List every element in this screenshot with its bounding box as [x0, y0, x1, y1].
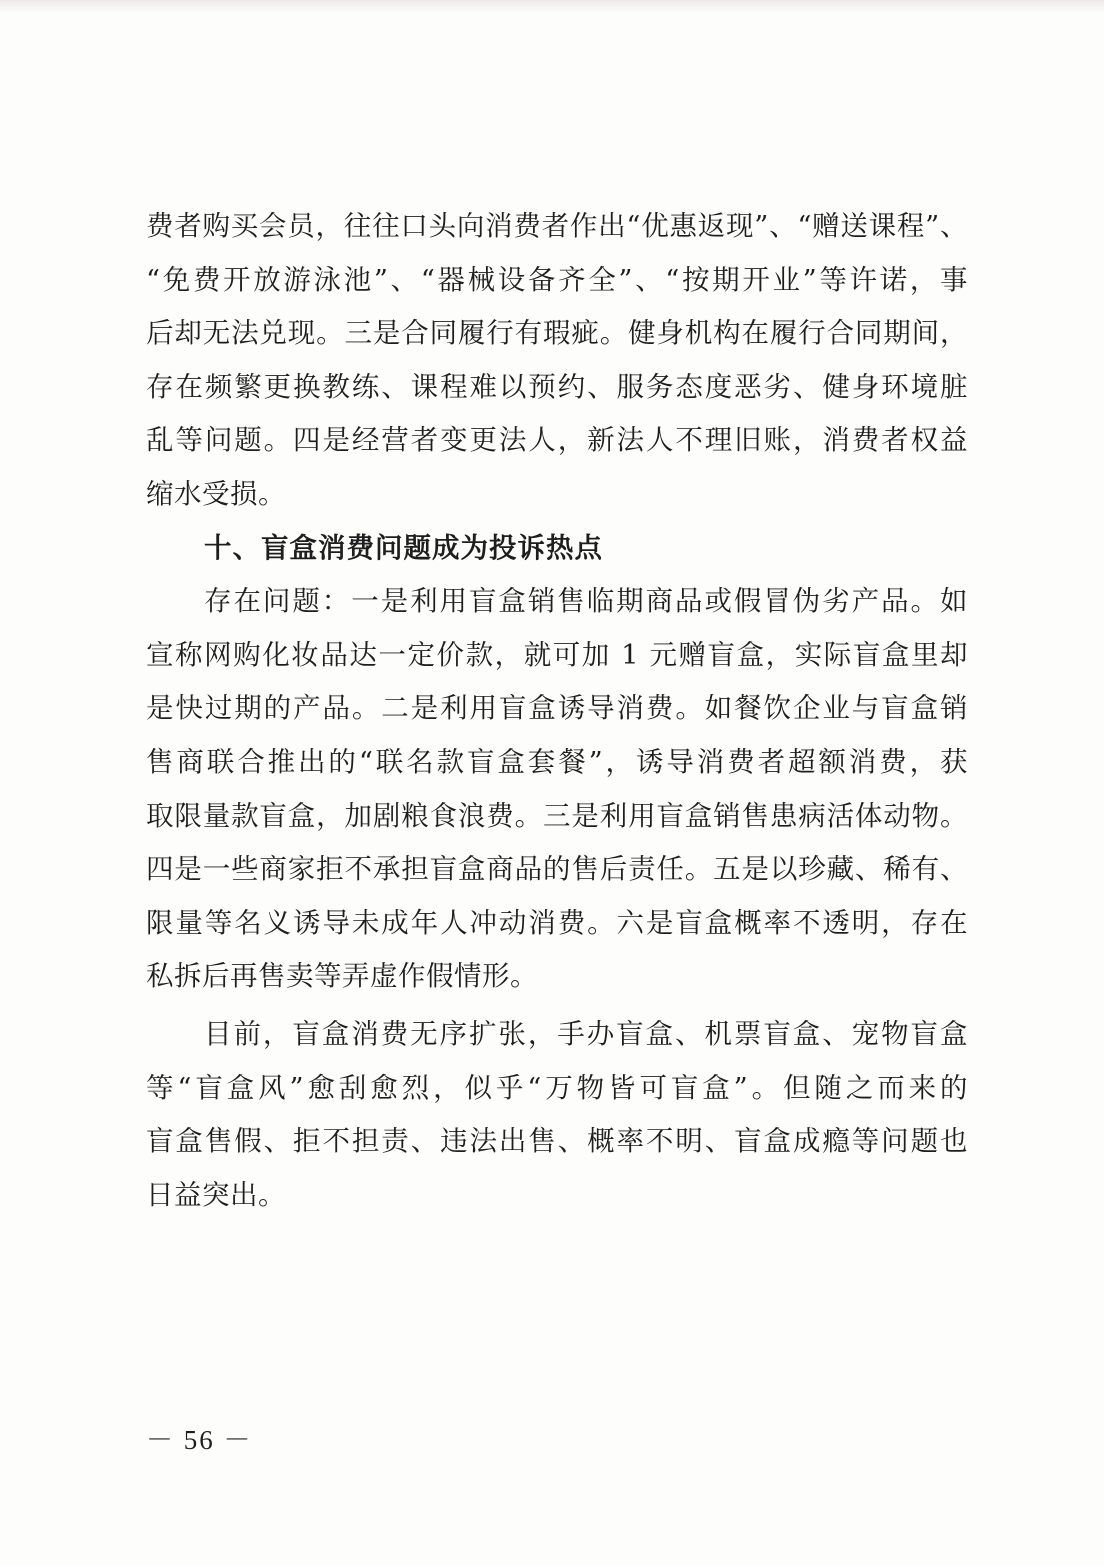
text-line: 日益突出。	[146, 1178, 286, 1211]
text-line: 私拆后再售卖等弄虚作假情形。	[146, 960, 538, 993]
text-line: 存在问题：一是利用盲盒销售临期商品或假冒伪劣产品。如	[204, 585, 968, 618]
text-line: 目前，盲盒消费无序扩张，手办盲盒、机票盲盒、宠物盲盒	[204, 1017, 968, 1050]
section-heading: 十、盲盒消费问题成为投诉热点	[204, 531, 603, 564]
text-line: 宣称网购化妆品达一定价款，就可加 1 元赠盲盒，实际盲盒里却	[146, 638, 968, 671]
scan-edge	[0, 0, 1104, 14]
text-line: 存在频繁更换教练、课程难以预约、服务态度恶劣、健身环境脏	[146, 370, 968, 403]
text-line: 缩水受损。	[146, 477, 286, 510]
text-line: 盲盒售假、拒不担责、违法出售、概率不明、盲盒成瘾等问题也	[146, 1125, 968, 1158]
text-line: 四是一些商家拒不承担盲盒商品的售后责任。五是以珍藏、稀有、	[146, 853, 968, 886]
text-line: 限量等名义诱导未成年人冲动消费。六是盲盒概率不透明，存在	[146, 906, 968, 939]
text-line: “免费开放游泳池”、“器械设备齐全”、“按期开业”等许诺，事	[146, 263, 968, 296]
text-line: 费者购买会员，往往口头向消费者作出“优惠返现”、“赠送课程”、	[146, 210, 968, 242]
text-line: 后却无法兑现。三是合同履行有瑕疵。健身机构在履行合同期间，	[146, 317, 968, 350]
body-text	[146, 200, 968, 1222]
page-number: － 56 －	[146, 1425, 253, 1455]
text-line: 乱等问题。四是经营者变更法人，新法人不理旧账，消费者权益	[146, 424, 968, 457]
text-line: 取限量款盲盒，加剧粮食浪费。三是利用盲盒销售患病活体动物。	[146, 799, 968, 832]
text-line: 是快过期的产品。二是利用盲盒诱导消费。如餐饮企业与盲盒销	[146, 692, 968, 725]
text-line: 售商联合推出的“联名款盲盒套餐”，诱导消费者超额消费，获	[146, 745, 968, 778]
text-line: 等“盲盒风”愈刮愈烈，似乎“万物皆可盲盒”。但随之而来的	[146, 1071, 968, 1104]
